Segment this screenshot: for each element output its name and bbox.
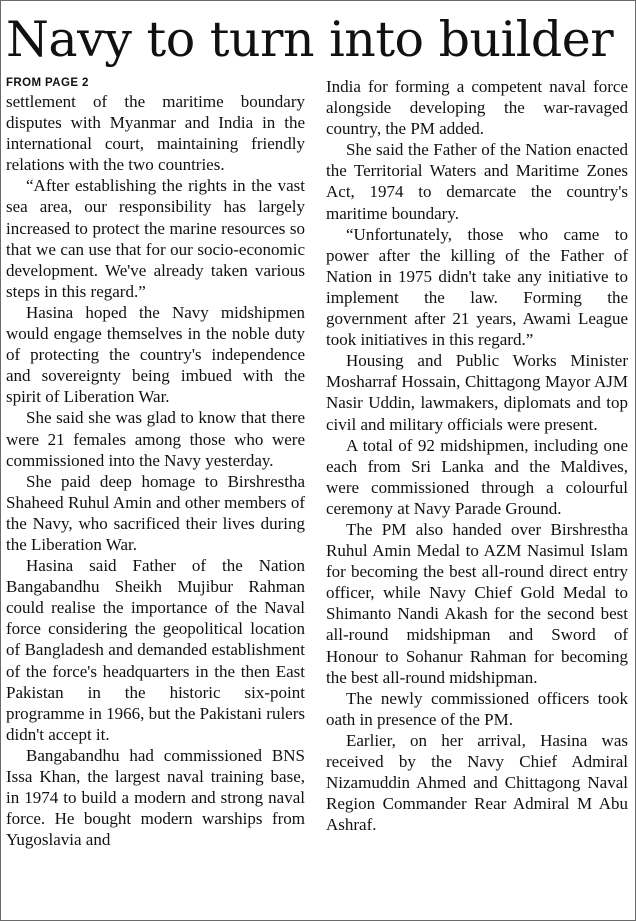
paragraph: settlement of the maritime boundary disputes with Myanmar and India in the international court, maintaining friendly relations with the two countries. — [6, 92, 305, 175]
right-column — [326, 76, 628, 835]
from-page-kicker: FROM PAGE 2 — [6, 77, 89, 89]
paragraph: A total of 92 midshipmen, including one each from Sri Lanka and the Maldives, were commissioned through a colourful ceremony at Navy Parade Ground. — [326, 435, 628, 518]
paragraph: Earlier, on her arrival, Hasina was received by the Navy Chief Admiral Nizamuddin Ahmed and Chittagong Naval Region Commander Rear Admiral M Abu Ashraf. — [326, 730, 628, 835]
paragraph: “Unfortunately, those who came to power after the killing of the Father of Nation in 1975 didn't take any initiative to implement the law. Forming the government after 21 years, Awami League took initiatives in this regard.” — [326, 224, 628, 350]
paragraph: Housing and Public Works Minister Mosharraf Hossain, Chittagong Mayor AJM Nasir Uddin, lawmakers, diplomats and top civil and military officials were present. — [326, 351, 628, 434]
paragraph: India for forming a competent naval force alongside developing the war-ravaged country, the PM added. — [326, 77, 628, 139]
paragraph: “After establishing the rights in the vast sea area, our responsibility has largely increased to protect the marine resources so that we can use that for our socio-economic development. We've already taken various steps in this regard.” — [6, 176, 305, 301]
paragraph: She said she was glad to know that there were 21 females among those who were commissioned into the Navy yesterday. — [6, 408, 305, 470]
paragraph: She said the Father of the Nation enacted the Territorial Waters and Maritime Zones Act, 1974 to demarcate the country's maritime boundary. — [326, 140, 628, 223]
paragraph: Bangabandhu had commissioned BNS Issa Khan, the largest naval training base, in 1974 to build a modern and strong naval force. He bought modern warships from Yugoslavia and — [6, 745, 305, 850]
left-column — [6, 75, 305, 850]
paragraph: Hasina said Father of the Nation Bangabandhu Sheikh Mujibur Rahman could realise the importance of the Naval force considering the geopolitical location of Bangladesh and demanded establishment of the force's headquarters in the then East Pakistan in the historic six-point programme in 1966, but the Pakistani rulers didn't accept it. — [6, 556, 305, 744]
headline: Navy to turn into builder — [6, 11, 614, 68]
paragraph: She paid deep homage to Birshrestha Shaheed Ruhul Amin and other members of the Navy, who sacrificed their lives during the Liberation War. — [6, 471, 305, 554]
paragraph: The newly commissioned officers took oath in presence of the PM. — [326, 688, 628, 729]
paragraph: The PM also handed over Birshrestha Ruhul Amin Medal to AZM Nasimul Islam for becoming the best all-round direct entry officer, while Navy Chief Gold Medal to Shimanto Nandi Akash for the second best all-round midshipman and Sword of Honour to Sohanur Rahman for becoming the best all-round midshipman. — [326, 519, 628, 687]
paragraph: Hasina hoped the Navy midshipmen would engage themselves in the noble duty of protecting the country's independence and sovereignty being imbued with the spirit of Liberation War. — [6, 302, 305, 407]
